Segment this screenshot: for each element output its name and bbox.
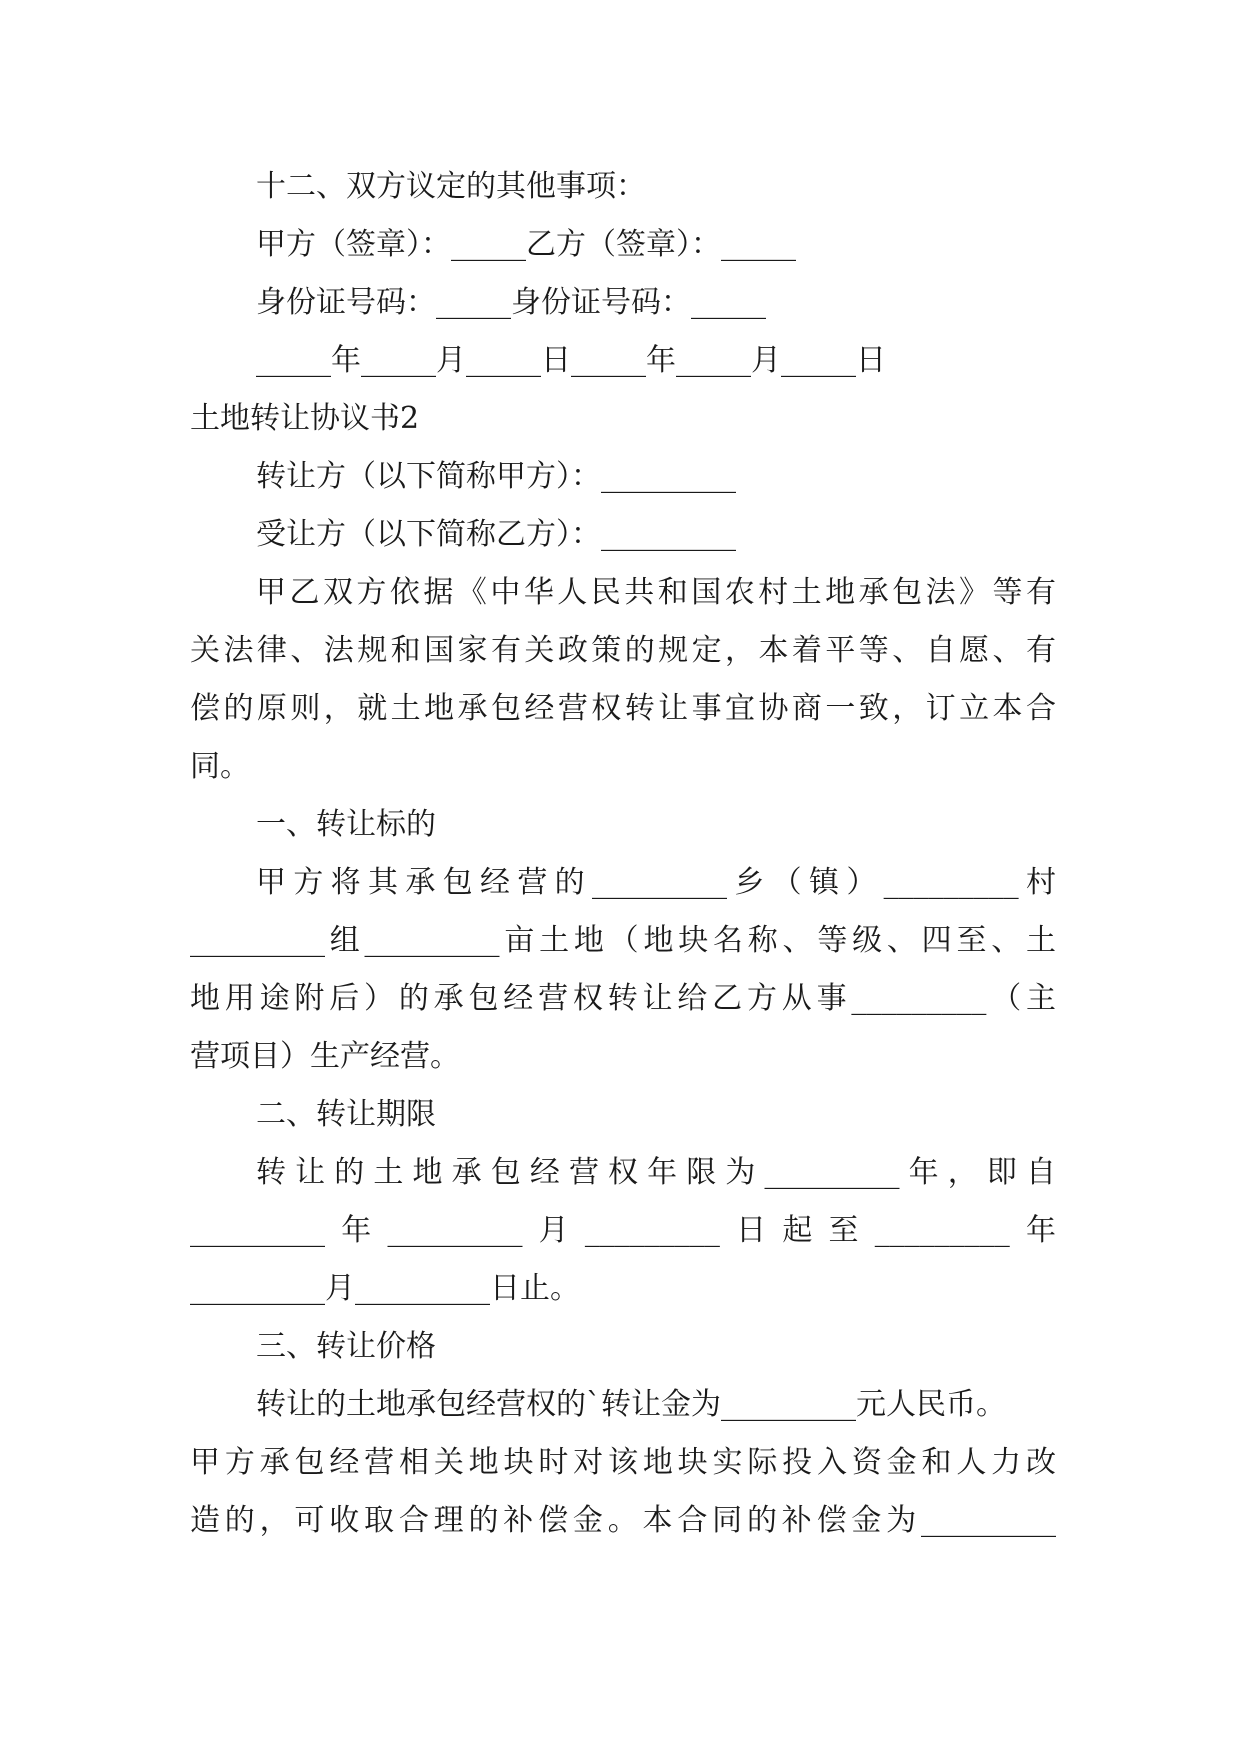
section-1-line: 甲方将其承包经营的_________乡（镇）_________村 xyxy=(256,865,1056,900)
transferor-line: 转让方（以下简称甲方）：_________ xyxy=(256,459,736,494)
id-number-line: 身份证号码：_____身份证号码：_____ xyxy=(256,285,766,320)
preamble-line: 甲乙双方依据《中华人民共和国农村土地承包法》等有 xyxy=(256,575,1056,610)
clause-12-heading: 十二、双方议定的其他事项： xyxy=(256,169,646,204)
section-2-line: 转让的土地承包经营权年限为_________年，即自 xyxy=(256,1155,1056,1190)
section-3-line: 甲方承包经营相关地块时对该地块实际投入资金和人力改 xyxy=(190,1445,1056,1480)
section-3-line: 造的，可收取合理的补偿金。本合同的补偿金为_________ xyxy=(190,1503,1056,1538)
section-1-heading: 一、转让标的 xyxy=(256,807,436,842)
document-body xyxy=(190,158,1056,1550)
preamble-line: 偿的原则，就土地承包经营权转让事宜协商一致，订立本合 xyxy=(190,691,1056,726)
preamble-line: 关法律、法规和国家有关政策的规定，本着平等、自愿、有 xyxy=(190,633,1056,668)
section-2-line: _________年_________月_________日起至_________年 xyxy=(190,1213,1056,1248)
section-3-heading: 三、转让价格 xyxy=(256,1329,436,1364)
section-2-line: _________月_________日止。 xyxy=(190,1271,580,1306)
preamble-line: 同。 xyxy=(190,749,250,784)
section-1-line: _________组_________亩土地（地块名称、等级、四至、土 xyxy=(190,923,1056,958)
section-2-heading: 二、转让期限 xyxy=(256,1097,436,1132)
document-title: 土地转让协议书2 xyxy=(190,401,420,436)
signature-line: 甲方（签章）：_____乙方（签章）：_____ xyxy=(256,227,796,262)
section-1-line: 地用途附后）的承包经营权转让给乙方从事_________（主 xyxy=(190,981,1056,1016)
transferee-line: 受让方（以下简称乙方）：_________ xyxy=(256,517,736,552)
section-1-line: 营项目）生产经营。 xyxy=(190,1039,460,1074)
section-3-line: 转让的土地承包经营权的`转让金为_________元人民币。 xyxy=(256,1387,1006,1422)
date-line: _____年_____月_____日_____年_____月_____日 xyxy=(256,343,886,378)
